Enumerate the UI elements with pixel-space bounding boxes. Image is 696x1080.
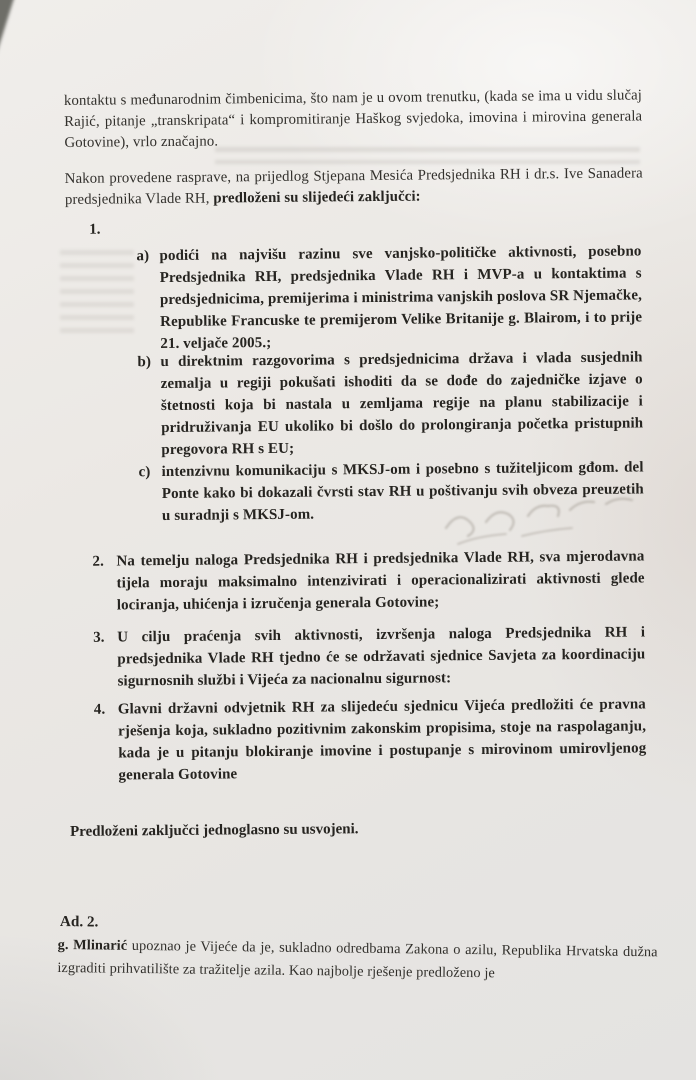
list-item-3-number: 3. bbox=[93, 629, 105, 646]
paragraph-proposal-regular: Nakon provedene rasprave, na prijedlog Stjepana Mesića Predsjednika RH i dr.s. Ive Sanadera predsjednika Vlade RH, bbox=[64, 165, 643, 208]
list-item-1a-label: a) bbox=[136, 248, 150, 265]
section-2-paragraph bbox=[57, 934, 658, 986]
list-item-1b-label: b) bbox=[137, 354, 152, 371]
document-lower-section bbox=[0, 899, 696, 1080]
list-item-2 bbox=[92, 545, 645, 616]
list-item-3-text: U cilju praćenja svih aktivnosti, izvršenja naloga Predsjednika RH i predsjednika Vlade RH tjedno će se održavati sjednice Savjeta za koordinaciju sigurnosnih službi i Vijeća za nacionalnu sigurnost: bbox=[117, 624, 646, 690]
list-item-4 bbox=[94, 693, 647, 786]
list-item-1c-text: intenzivnu komunikaciju s MKSJ-om i posebno s tužiteljicom gđom. del Ponte kako bi dokazali čvrsti stav RH u poštivanju svih obveza preuzetih u suradnji s MKSJ-om. bbox=[161, 459, 644, 525]
list-item-3 bbox=[93, 621, 646, 692]
list-item-4-text: Glavni državni odvjetnik RH za slijedeću sjednicu Vijeća predložiti će pravna rješenja koja, sukladno pozitivnim zakonskim propisima, stoje na raspolaganju, kada je u pitanju blokiranje imovine i postupanje s mirovinom umirovljenog generala Gotovine bbox=[117, 696, 647, 784]
section-2-text: upoznao je Vijeće da je, sukladno odredbama Zakona o azilu, Republika Hrvatska dužna izgraditi prihvatilište za tražitelje azila. Kao najbolje rješenje predloženo je bbox=[57, 937, 658, 981]
list-item-1c bbox=[138, 456, 644, 527]
list-item-1c-label: c) bbox=[138, 464, 151, 481]
list-item-1b bbox=[137, 346, 643, 461]
list-item-1-number: 1. bbox=[89, 221, 101, 238]
paragraph-proposal-bold: predloženi su slijedeći zaključci: bbox=[213, 188, 421, 207]
list-item-2-number: 2. bbox=[92, 553, 104, 570]
section-2-speaker: g. Mlinarić bbox=[57, 936, 128, 954]
list-item-1a bbox=[136, 240, 642, 355]
list-item-1a-text: podići na najvišu razinu sve vanjsko-političke aktivnosti, posebno Predsjednika RH, predsjednika Vlade RH i MVP-a u kontaktima s predsjednicima, premijerima i ministrima vanjskih poslova SR Njemačke, Republike Francuske te premijerom Velike Britanije g. Blairom, i to prije 21. veljače 2005.; bbox=[159, 243, 643, 353]
paragraph-intro: kontaktu s međunarodnim čimbenicima, što nam je u ovom trenutku, (kada se ima u vidu slučaj Rajić, pitanje „transkripata“ i kompromitiranje Haškog svjedoka, imovina i mirovina generala Gotovine), vrlo značajno. bbox=[63, 87, 643, 151]
list-item-1b-text: u direktnim razgovorima s predsjednicima država i vlada susjednih zemalja u regiji pokušati ishoditi da se dođe do zajedničke izjave o štetnosti koja bi nastala u zemljama regije na planu stabilizacije i pridruživanja EU ukoliko bi došlo do prolongiranja početka pristupnih pregovora RH s EU; bbox=[160, 349, 644, 459]
closing-statement: Predloženi zaključci jednoglasno su usvojeni. bbox=[69, 821, 359, 840]
paragraph-proposal bbox=[65, 163, 643, 211]
section-2-heading: Ad. 2. bbox=[59, 913, 99, 931]
list-item-2-text: Na temelju naloga Predsjednika RH i predsjednika Vlade RH, sva mjerodavna tijela moraju maksimalno intenzivirati i operacionalizirati aktivnosti glede lociranja, uhićenja i izručenja generala Gotovine; bbox=[116, 548, 645, 614]
list-item-4-number: 4. bbox=[93, 701, 106, 718]
